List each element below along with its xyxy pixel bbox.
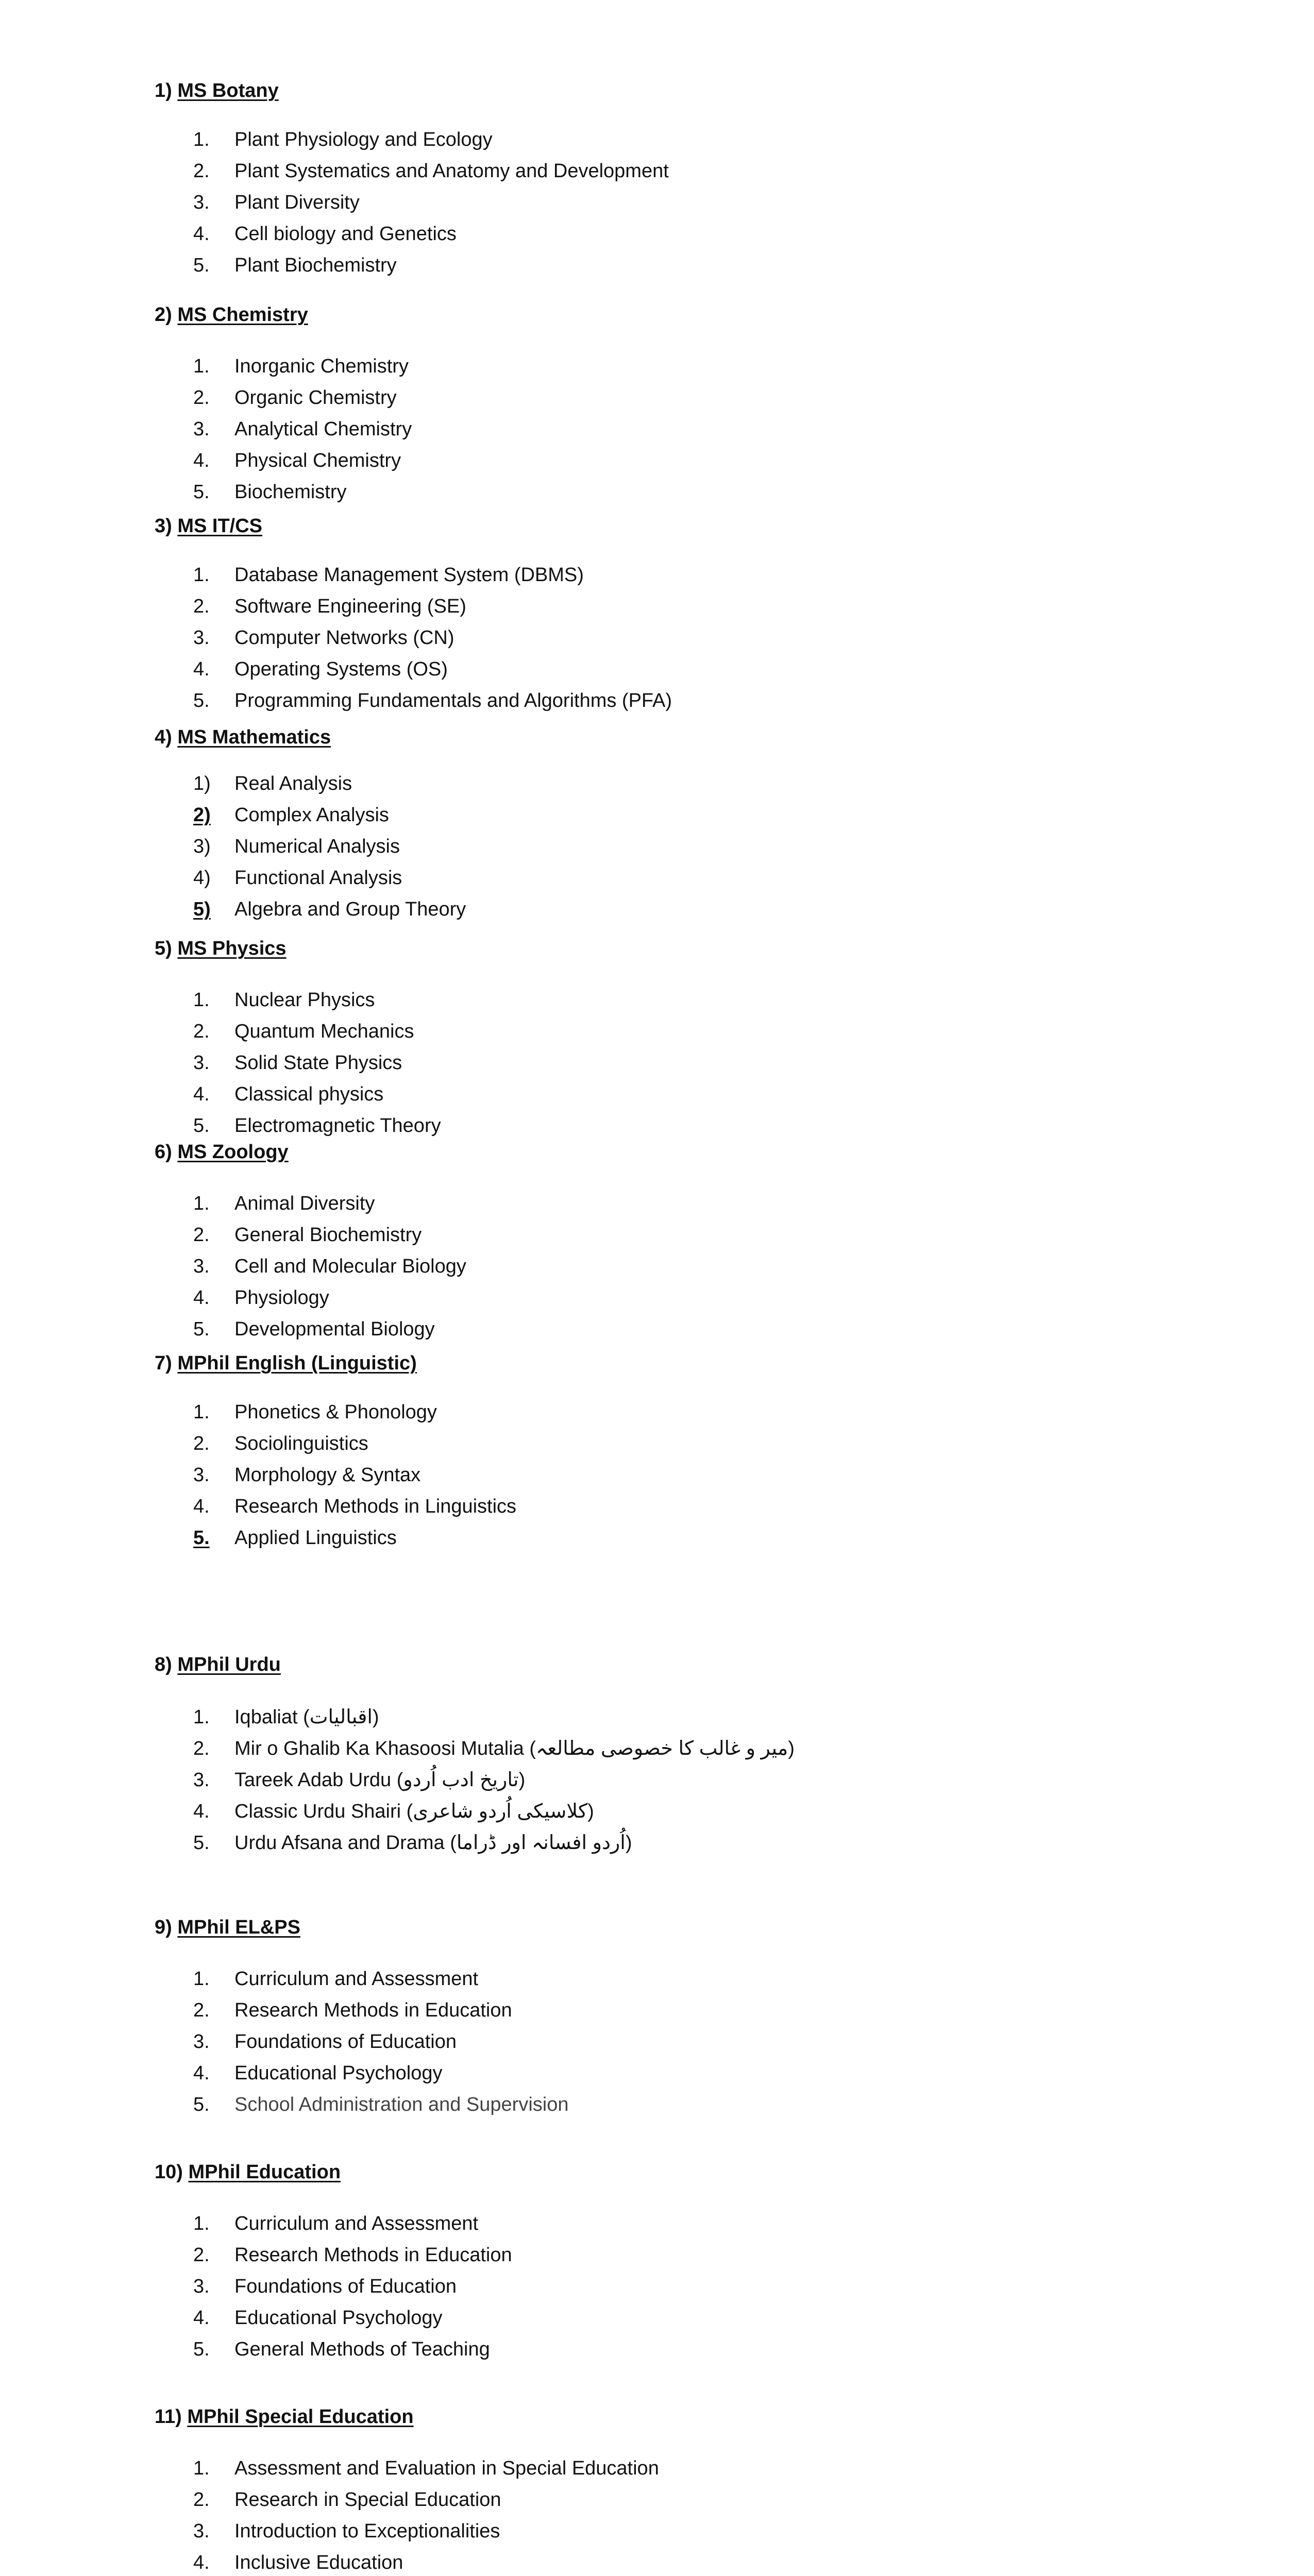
list-item-text: General Biochemistry	[234, 1224, 422, 1246]
list-item-text: Organic Chemistry	[234, 387, 397, 409]
section-number: 4)	[155, 726, 172, 748]
list-item-number: 2.	[193, 1021, 210, 1042]
list-item-text: Assessment and Evaluation in Special Education	[234, 2458, 659, 2479]
section-title: MPhil EL&PS	[177, 1917, 300, 1938]
list-item-number: 2.	[193, 1999, 210, 2021]
list-item-number: 4.	[193, 2062, 210, 2084]
list-item-number: 4)	[193, 867, 211, 889]
list-item	[193, 1193, 375, 1215]
list-item-text: Iqbaliat (اقبالیات)	[234, 1706, 379, 1728]
list-item-text: Sociolinguistics	[234, 1433, 368, 1454]
list-item	[193, 1737, 795, 1760]
section-number: 6)	[155, 1141, 172, 1163]
list-item-number: 2.	[193, 2244, 210, 2266]
list-item-text: Algebra and Group Theory	[234, 899, 466, 920]
list-item	[193, 1287, 329, 1309]
list-item-number: 4.	[193, 1083, 210, 1105]
list-item-number: 4.	[193, 223, 210, 245]
list-item-number: 4.	[193, 2307, 210, 2329]
list-item-text: Developmental Biology	[234, 1318, 435, 1340]
list-item-number: 5.	[193, 1832, 210, 1854]
section-heading	[155, 80, 279, 102]
list-item-number: 3.	[193, 2031, 210, 2053]
list-item-number: 3.	[193, 1256, 210, 1277]
list-item	[193, 129, 493, 151]
list-item-number: 4.	[193, 658, 210, 680]
section-title: MPhil Special Education	[187, 2406, 414, 2428]
list-item-text: Cell and Molecular Biology	[234, 1256, 466, 1277]
section-heading	[155, 1654, 281, 1676]
list-item	[193, 223, 457, 245]
list-item-number: 2.	[193, 1738, 210, 1759]
list-item-text: School Administration and Supervision	[234, 2094, 569, 2115]
list-item	[193, 1401, 437, 1423]
section-number: 8)	[155, 1654, 172, 1675]
list-item-number: 4.	[193, 1287, 210, 1309]
list-item-text: Research Methods in Education	[234, 2244, 512, 2266]
list-item-number: 1.	[193, 989, 210, 1011]
list-item-text: Research Methods in Linguistics	[234, 1496, 517, 1517]
list-item	[193, 989, 375, 1011]
list-item-text: Educational Psychology	[234, 2062, 443, 2084]
list-item-text: Database Management System (DBMS)	[234, 564, 584, 586]
list-item-number: 1.	[193, 1193, 210, 1214]
list-item	[193, 1256, 466, 1278]
section-number: 11)	[155, 2406, 182, 2428]
list-item	[193, 1800, 594, 1823]
list-item	[193, 1318, 435, 1341]
list-item-number: 3.	[193, 1769, 210, 1791]
list-item	[193, 481, 347, 503]
section-number: 10)	[155, 2161, 183, 2183]
list-item	[193, 804, 389, 826]
list-item-text: Numerical Analysis	[234, 836, 400, 857]
list-item-number: 3.	[193, 627, 210, 649]
list-item	[193, 596, 466, 618]
list-item-text: Morphology & Syntax	[234, 1464, 421, 1486]
list-item	[193, 1464, 420, 1486]
list-item-text: Applied Linguistics	[234, 1527, 397, 1549]
list-item-text: Plant Biochemistry	[234, 255, 397, 276]
list-item	[193, 1083, 383, 1106]
list-item	[193, 1052, 402, 1074]
list-item	[193, 2520, 500, 2543]
list-item	[193, 2244, 512, 2266]
section-number: 1)	[155, 80, 172, 101]
list-item-number: 1.	[193, 1401, 210, 1423]
list-item	[193, 1705, 379, 1728]
list-item	[193, 836, 400, 858]
list-item-number: 4.	[193, 1496, 210, 1517]
list-item	[193, 1768, 525, 1791]
list-item-number: 2.	[193, 387, 210, 409]
list-item	[193, 387, 397, 409]
list-item	[193, 418, 412, 440]
list-item	[193, 160, 669, 182]
list-item-text: Research in Special Education	[234, 2489, 501, 2511]
list-item-text: Biochemistry	[234, 481, 347, 503]
list-item-text: Foundations of Education	[234, 2031, 457, 2053]
section-heading	[155, 1141, 289, 1163]
list-item	[193, 2062, 442, 2084]
list-item	[193, 564, 584, 586]
list-item-number: 1.	[193, 2458, 210, 2479]
list-item-number: 1.	[193, 2213, 210, 2234]
list-item-number: 4.	[193, 2552, 210, 2573]
list-item	[193, 2031, 457, 2053]
list-item-number: 3.	[193, 2276, 210, 2297]
list-item	[193, 658, 448, 681]
list-item-text: Electromagnetic Theory	[234, 1115, 441, 1137]
list-item-number: 2.	[193, 596, 210, 617]
list-item	[193, 1115, 441, 1137]
list-item	[193, 1527, 397, 1549]
list-item-number: 2.	[193, 2489, 210, 2511]
list-item-text: Software Engineering (SE)	[234, 596, 466, 617]
list-item	[193, 2552, 403, 2574]
list-item-text: Plant Systematics and Anatomy and Development	[234, 160, 669, 182]
list-item-number: 2.	[193, 1433, 210, 1454]
list-item-number: 5.	[193, 1115, 210, 1137]
list-item	[193, 2276, 457, 2298]
list-item-text: Plant Diversity	[234, 192, 360, 213]
list-item	[193, 1496, 516, 1518]
list-item	[193, 1831, 632, 1854]
list-item-text: Cell biology and Genetics	[234, 223, 457, 245]
section-title: MS IT/CS	[177, 515, 263, 537]
list-item	[193, 1968, 478, 1990]
list-item-text: Physiology	[234, 1287, 329, 1309]
list-item	[193, 1224, 422, 1246]
list-item-number: 5.	[193, 2338, 210, 2360]
list-item-text: Real Analysis	[234, 773, 352, 794]
list-item-number: 5.	[193, 690, 210, 711]
list-item	[193, 2094, 569, 2116]
list-item-number: 4.	[193, 1801, 210, 1822]
list-item-number: 1.	[193, 129, 210, 150]
section-heading	[155, 1917, 300, 1939]
section-heading	[155, 304, 308, 326]
list-item-text: Nuclear Physics	[234, 989, 375, 1011]
section-title: MS Physics	[177, 938, 287, 959]
section-title: MPhil Education	[188, 2161, 341, 2183]
list-item-text: Research Methods in Education	[234, 1999, 512, 2021]
list-item-text: Quantum Mechanics	[234, 1021, 414, 1042]
list-item-number: 2.	[193, 160, 210, 182]
list-item-number: 3.	[193, 418, 210, 440]
list-item-text: Curriculum and Assessment	[234, 1968, 479, 1990]
list-item-number: 1.	[193, 355, 210, 377]
list-item	[193, 255, 397, 277]
section-number: 5)	[155, 938, 172, 959]
list-item-text: General Methods of Teaching	[234, 2338, 490, 2360]
list-item	[193, 2338, 490, 2361]
list-item-number: 5)	[193, 899, 211, 920]
list-item-text: Computer Networks (CN)	[234, 627, 454, 649]
list-item-number: 2.	[193, 1224, 210, 1246]
section-number: 9)	[155, 1917, 172, 1938]
list-item-number: 3.	[193, 1052, 210, 1074]
list-item-text: Programming Fundamentals and Algorithms (PFA)	[234, 690, 672, 711]
list-item-text: Plant Physiology and Ecology	[234, 129, 493, 150]
section-number: 3)	[155, 515, 172, 537]
list-item-number: 1)	[193, 773, 211, 794]
list-item	[193, 2458, 659, 2480]
section-number: 7)	[155, 1352, 172, 1374]
list-item-number: 5.	[193, 1527, 210, 1549]
list-item-text: Urdu Afsana and Drama (اُردو افسانہ اور ڈراما)	[234, 1832, 632, 1854]
list-item	[193, 867, 402, 889]
section-title: MPhil English (Linguistic)	[177, 1352, 417, 1374]
list-item-text: Functional Analysis	[234, 867, 402, 889]
section-title: MS Zoology	[177, 1141, 289, 1163]
section-title: MS Chemistry	[177, 304, 308, 326]
section-heading	[155, 2161, 341, 2183]
list-item	[193, 1021, 414, 1043]
list-item	[193, 192, 360, 214]
list-item-number: 1.	[193, 564, 210, 586]
list-item-number: 3.	[193, 192, 210, 213]
list-item-number: 3.	[193, 2520, 210, 2542]
list-item-text: Inclusive Education	[234, 2552, 403, 2573]
list-item-number: 5.	[193, 481, 210, 503]
section-number: 2)	[155, 304, 172, 326]
list-item-text: Physical Chemistry	[234, 450, 401, 471]
list-item-text: Solid State Physics	[234, 1052, 402, 1074]
section-heading	[155, 1352, 417, 1375]
list-item-number: 2)	[193, 804, 211, 826]
section-title: MS Botany	[177, 80, 279, 101]
list-item	[193, 773, 352, 795]
list-item	[193, 627, 454, 649]
list-item-text: Classic Urdu Shairi (کلاسیکی اُردو شاعری)	[234, 1801, 594, 1822]
list-item	[193, 690, 672, 712]
list-item-text: Phonetics & Phonology	[234, 1401, 437, 1423]
list-item	[193, 355, 409, 378]
list-item-text: Operating Systems (OS)	[234, 658, 448, 680]
section-heading	[155, 726, 331, 749]
list-item-number: 4.	[193, 450, 210, 471]
section-heading	[155, 515, 262, 537]
list-item-text: Mir o Ghalib Ka Khasoosi Mutalia (میر و غالب کا خصوصی مطالعہ)	[234, 1738, 795, 1759]
list-item	[193, 2307, 442, 2329]
section-heading	[155, 938, 287, 960]
list-item-text: Analytical Chemistry	[234, 418, 412, 440]
list-item-number: 1.	[193, 1706, 210, 1728]
list-item	[193, 2489, 501, 2511]
list-item-number: 5.	[193, 255, 210, 276]
list-item	[193, 899, 466, 921]
section-title: MS Mathematics	[177, 726, 331, 748]
list-item-text: Curriculum and Assessment	[234, 2213, 479, 2234]
list-item-number: 1.	[193, 1968, 210, 1990]
list-item	[193, 1433, 368, 1455]
list-item-text: Inorganic Chemistry	[234, 355, 409, 377]
list-item	[193, 2213, 478, 2235]
list-item-text: Complex Analysis	[234, 804, 389, 826]
list-item-number: 5.	[193, 2094, 210, 2115]
list-item	[193, 1999, 512, 2022]
list-item-text: Foundations of Education	[234, 2276, 457, 2297]
list-item-number: 3.	[193, 1464, 210, 1486]
list-item-text: Introduction to Exceptionalities	[234, 2520, 500, 2542]
list-item-number: 5.	[193, 1318, 210, 1340]
list-item-text: Animal Diversity	[234, 1193, 375, 1214]
list-item	[193, 450, 401, 472]
list-item-text: Classical physics	[234, 1083, 384, 1105]
section-heading	[155, 2406, 414, 2428]
list-item-text: Educational Psychology	[234, 2307, 443, 2329]
list-item-text: Tareek Adab Urdu (تاریخ ادب اُردو)	[234, 1769, 526, 1791]
section-title: MPhil Urdu	[177, 1654, 281, 1675]
list-item-number: 3)	[193, 836, 211, 857]
